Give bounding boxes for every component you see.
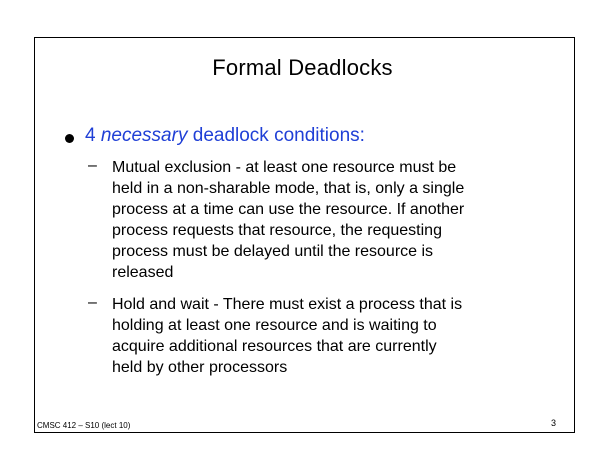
- sub-bullet-line: acquire additional resources that are currently: [112, 338, 437, 355]
- sub-bullet-line: released: [112, 264, 174, 281]
- sub-bullet-dash: –: [88, 294, 97, 311]
- main-bullet-emphasis: necessary: [100, 125, 188, 146]
- slide-title: Formal Deadlocks: [212, 55, 393, 80]
- sub-bullet-mutual-exclusion: [112, 157, 532, 283]
- page-number: 3: [551, 418, 557, 428]
- sub-bullet-hold-and-wait: [112, 294, 532, 378]
- sub-bullet-line: process at a time can use the resource. If another: [112, 201, 465, 218]
- sub-bullet-line: process must be delayed until the resource is: [112, 243, 434, 260]
- sub-bullet-line: held in a non-sharable mode, that is, only a single: [112, 180, 465, 197]
- bullet-dot-icon: [65, 134, 74, 143]
- sub-bullet-line: held by other processors: [112, 359, 288, 376]
- sub-bullet-line: Mutual exclusion - at least one resource must be: [112, 159, 457, 176]
- main-bullet-suffix: deadlock conditions:: [187, 125, 365, 146]
- sub-bullet-line: Hold and wait - There must exist a process that is: [112, 296, 463, 313]
- main-bullet: [85, 125, 365, 147]
- sub-bullet-line: process requests that resource, the requesting: [112, 222, 442, 239]
- sub-bullet-line: holding at least one resource and is waiting to: [112, 317, 437, 334]
- footer-course-label: CMSC 412 – S10 (lect 10): [37, 421, 131, 430]
- sub-bullet-dash: –: [88, 157, 97, 174]
- main-bullet-prefix: 4: [85, 125, 101, 146]
